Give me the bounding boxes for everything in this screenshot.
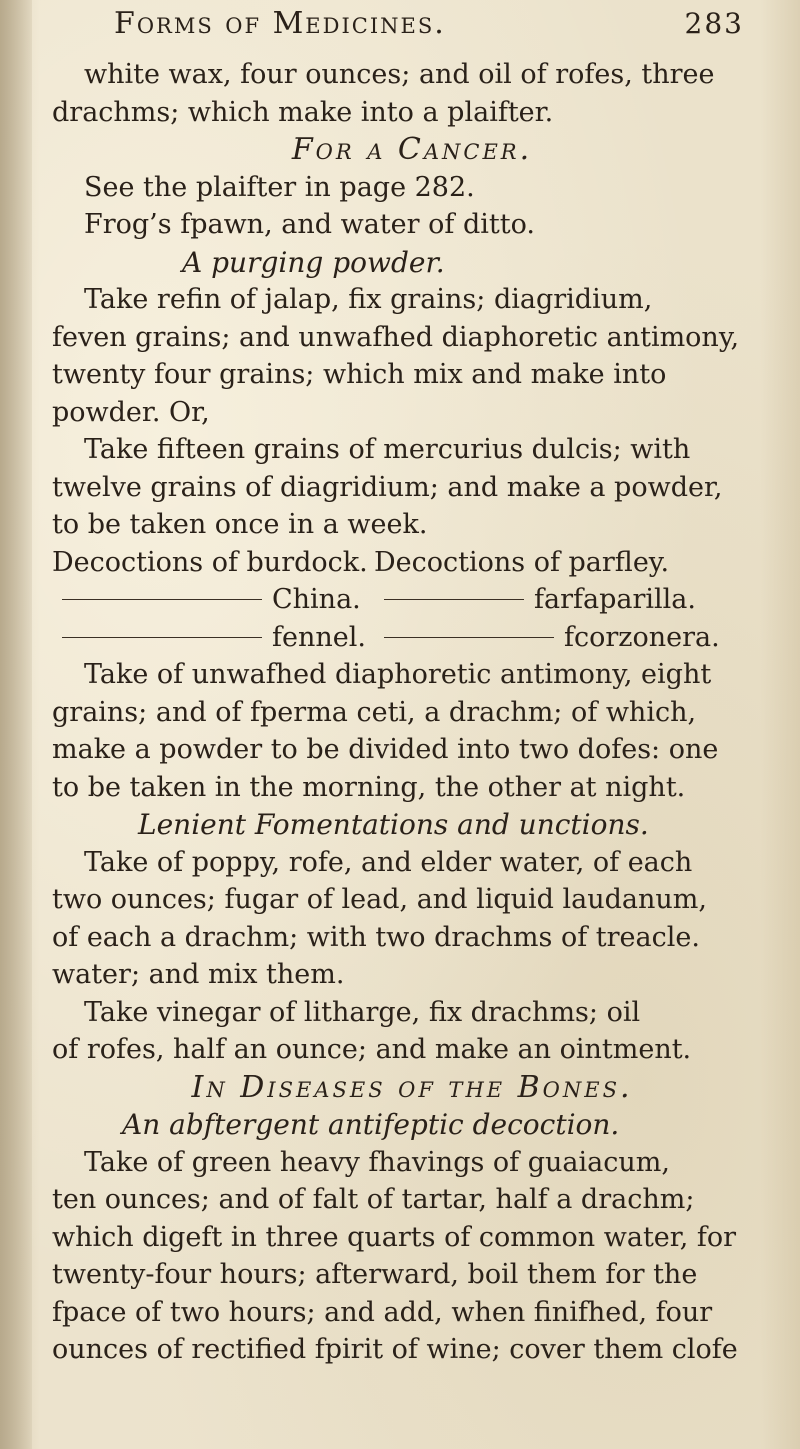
ditto-rule <box>62 599 262 600</box>
text-line: fpace of two hours; and add, when finifhed, four <box>52 1296 713 1328</box>
page-gutter <box>0 0 32 1449</box>
text-line: Take fifteen grains of mercurius dulcis; with <box>84 434 691 465</box>
text-line: Take vinegar of litharge, fix drachms; oil <box>84 996 641 1028</box>
text-line: of each a drachm; with two drachms of treacle. <box>52 921 700 953</box>
decoctions-row <box>52 544 772 582</box>
text-line: Take refin of jalap, fix grains; diagridium, <box>84 284 653 315</box>
text-line: powder. Or, <box>52 396 210 428</box>
ditto-rule <box>62 637 262 638</box>
decoction-cell <box>52 619 374 657</box>
decoction-cell <box>52 581 374 619</box>
text-line: feven grains; and unwafhed diaphoretic antimony, <box>52 321 740 353</box>
decoctions-row <box>52 581 772 619</box>
decoction-sarsaparilla: farfaparilla. <box>534 584 696 615</box>
text-line: ounces of rectified fpirit of wine; cover them clofe <box>52 1334 738 1365</box>
text-line: make a powder to be divided into two dofes: one <box>52 734 719 765</box>
decoction-burdock: Decoctions of burdock. <box>52 546 368 578</box>
text-line: Take of unwafhed diaphoretic antimony, eight <box>84 659 712 690</box>
subheading-abstergent-decoction: An abftergent antifeptic decoction. <box>122 1108 620 1141</box>
text-line: twelve grains of diagridium; and make a powder, <box>52 471 723 503</box>
text-line: drachms; which make into a plaifter. <box>52 96 554 128</box>
decoction-parsley: Decoctions of parfley. <box>374 546 670 578</box>
section-heading-bones: In Diseases of the Bones. <box>191 1069 633 1105</box>
text-line: two ounces; fugar of lead, and liquid laudanum, <box>52 884 707 915</box>
decoction-cell <box>374 619 720 657</box>
text-line: to be taken once in a week. <box>52 509 428 540</box>
ditto-rule <box>384 637 554 638</box>
section-heading-cancer: For a Cancer. <box>291 132 533 167</box>
text-line: water; and mix them. <box>52 959 345 990</box>
decoction-cell <box>374 581 696 619</box>
text-line: ten ounces; and of falt of tartar, half a drachm; <box>52 1184 695 1215</box>
subheading-purging-powder: A purging powder. <box>182 245 445 279</box>
text-line: white wax, four ounces; and oil of rofes, three <box>84 59 715 90</box>
running-head <box>52 6 772 56</box>
text-line: grains; and of fperma ceti, a drachm; of which, <box>52 696 697 728</box>
text-line: twenty four grains; which mix and make into <box>52 359 667 390</box>
subheading-lenient-fomentations: Lenient Fomentations and unctions. <box>138 808 649 841</box>
decoctions-row <box>52 619 772 657</box>
decoction-scorzonera: fcorzonera. <box>564 621 720 653</box>
text-line: of rofes, half an ounce; and make an ointment. <box>52 1034 692 1065</box>
decoction-fennel: fennel. <box>272 621 366 653</box>
page-number: 283 <box>684 7 744 40</box>
text-line: which digeft in three quarts of common water, for <box>52 1221 737 1253</box>
text-line: Take of poppy, rofe, and elder water, of each <box>84 846 693 878</box>
decoction-china: China. <box>272 584 361 615</box>
text-line: to be taken in the morning, the other at night. <box>52 771 686 803</box>
running-title: Forms of Medicines. <box>114 6 446 41</box>
ditto-rule <box>384 599 524 600</box>
text-line: Frog’s fpawn, and water of ditto. <box>84 209 535 240</box>
text-line: Take of green heavy fhavings of guaiacum, <box>84 1146 670 1178</box>
page-text <box>52 6 772 1369</box>
text-line: twenty-four hours; afterward, boil them for the <box>52 1259 698 1290</box>
text-line: See the plaifter in page 282. <box>84 171 475 203</box>
